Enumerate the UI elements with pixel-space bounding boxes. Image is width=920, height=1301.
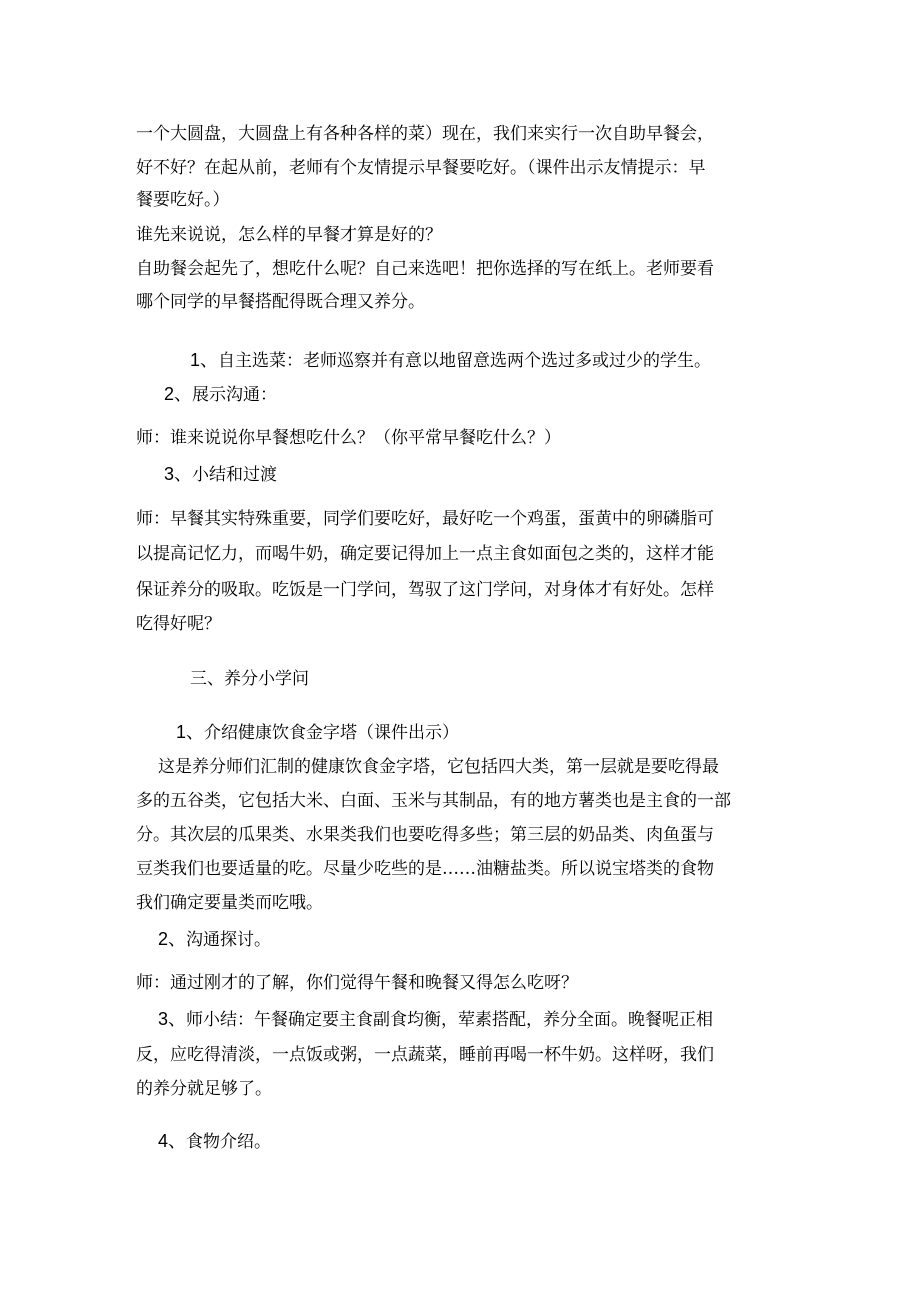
paragraph-line: 师：早餐其实特殊重要，同学们要吃好，最好吃一个鸡蛋，蛋黄中的卵磷脂可 [136, 509, 714, 529]
paragraph-line: 以提高记忆力，而喝牛奶，确定要记得加上一点主食如面包之类的，这样才能 [136, 544, 714, 564]
list-text: 小结和过渡 [192, 465, 278, 485]
list-number: 2、 [158, 929, 187, 949]
paragraph-line: 多的五谷类，它包括大米、白面、玉米与其制品，有的地方薯类也是主食的一部 [136, 791, 731, 811]
list-text: 沟通探讨。 [186, 930, 272, 950]
list-number: 1、 [176, 722, 205, 742]
paragraph-line: 师：通过刚才的了解，你们觉得午餐和晚餐又得怎么吃呀？ [136, 973, 578, 993]
paragraph-line: 好不好？在起从前，老师有个友情提示早餐要吃好。（课件出示友情提示：早 [136, 158, 706, 178]
paragraph-line: 一个大圆盘，大圆盘上有各种各样的菜）现在，我们来实行一次自助早餐会， [136, 124, 714, 144]
list-item [190, 350, 711, 371]
list-text: 自主选菜：老师巡察并有意以地留意选两个选过多或过少的学生。 [218, 351, 712, 371]
list-text: 师小结：午餐确定要主食副食均衡，荤素搭配，养分全面。晚餐呢正相 [186, 1010, 714, 1030]
list-item [158, 929, 271, 950]
paragraph-line: 的养分就足够了。 [136, 1079, 272, 1099]
paragraph-line: 我们确定要量类而吃哦。 [136, 893, 323, 913]
list-item [164, 384, 277, 405]
list-text: 介绍健康饮食金字塔（课件出示） [204, 723, 460, 743]
paragraph-line: 自助餐会起先了，想吃什么呢？自己来选吧！把你选择的写在纸上。老师要看 [136, 259, 714, 279]
paragraph-line: 哪个同学的早餐搭配得既合理又养分。 [136, 292, 425, 312]
paragraph-line: 反，应吃得清淡，一点饭或粥，一点蔬菜，睡前再喝一杯牛奶。这样呀，我们 [136, 1045, 714, 1065]
paragraph-line: 分。其次层的瓜果类、水果类我们也要吃得多些；第三层的奶品类、肉鱼蛋与 [136, 825, 714, 845]
list-number: 3、 [158, 1009, 187, 1029]
paragraph-line: 保证养分的吸取。吃饭是一门学问，驾驭了这门学问，对身体才有好处。怎样 [136, 580, 714, 600]
list-item [158, 1131, 271, 1152]
list-number: 1、 [190, 350, 219, 370]
list-number: 4、 [158, 1131, 187, 1151]
list-item [164, 464, 277, 485]
list-item [176, 722, 459, 743]
paragraph-line: 吃得好呢？ [136, 614, 221, 634]
paragraph-line: 这是养分师们汇制的健康饮食金字塔，它包括四大类，第一层就是要吃得最 [158, 757, 719, 777]
list-number: 3、 [164, 464, 193, 484]
paragraph-line: 师：谁来说说你早餐想吃什么？（你平常早餐吃什么？） [136, 428, 561, 448]
section-heading: 三、养分小学问 [190, 669, 309, 689]
list-item [158, 1009, 713, 1030]
paragraph-line: 谁先来说说，怎么样的早餐才算是好的？ [136, 225, 442, 245]
list-text: 展示沟通： [192, 385, 278, 405]
list-text: 食物介绍。 [186, 1132, 272, 1152]
paragraph-line: 餐要吃好。） [136, 190, 230, 210]
list-number: 2、 [164, 384, 193, 404]
paragraph-line: 豆类我们也要适量的吃。尽量少吃些的是……油糖盐类。所以说宝塔类的食物 [136, 859, 714, 879]
